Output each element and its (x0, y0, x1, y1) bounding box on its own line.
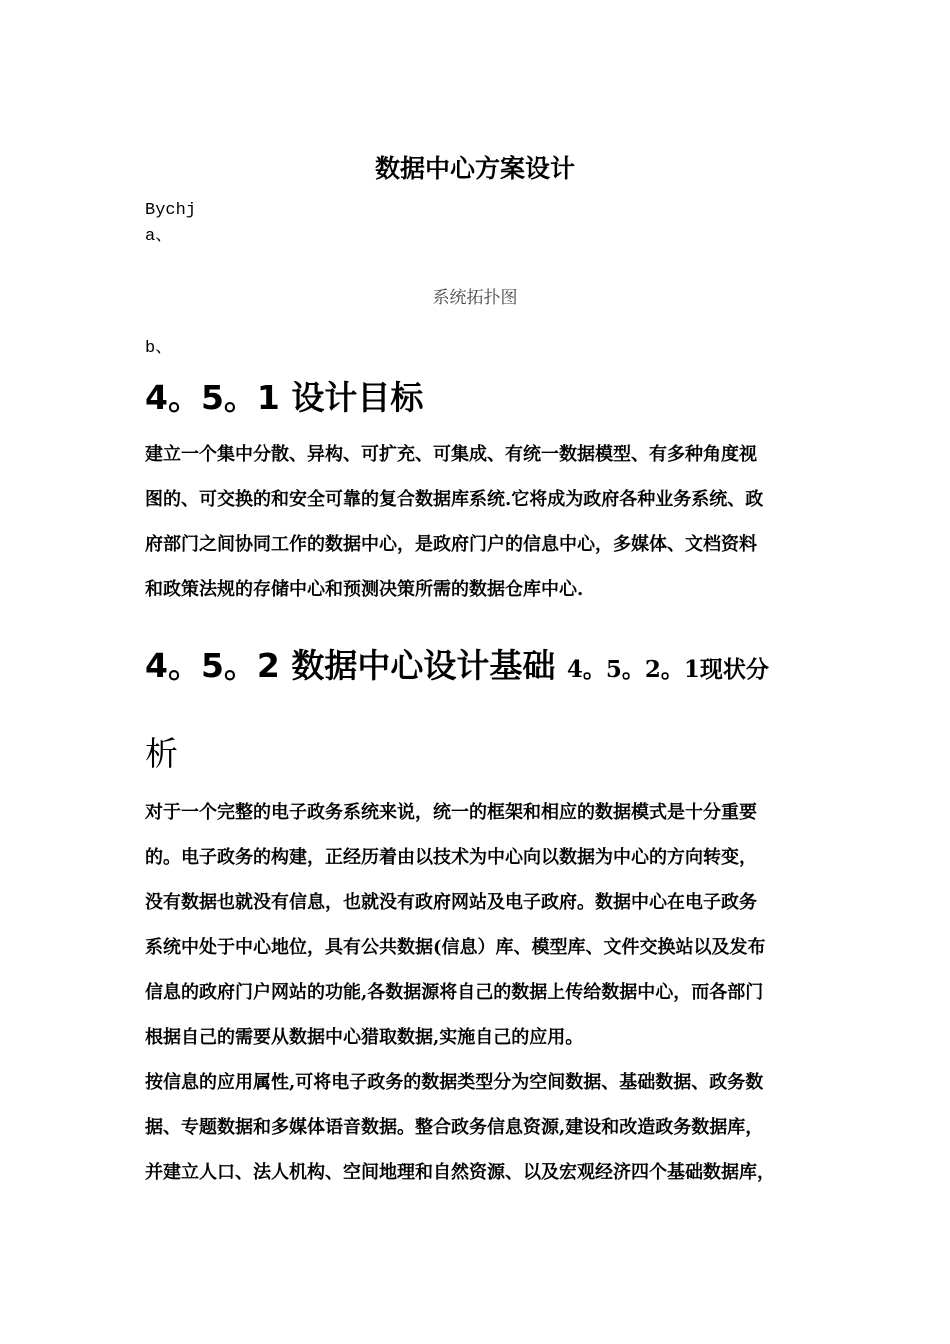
paragraph-line: 和政策法规的存储中心和预测决策所需的数据仓库中心. (145, 579, 584, 600)
byline: Bychj (145, 201, 197, 220)
paragraph-line: 根据自己的需要从数据中心猎取数据,实施自己的应用。 (145, 1027, 584, 1048)
section-4521-heading: 4。5。2。1现状分 (566, 656, 769, 683)
label-a: a、 (145, 227, 173, 246)
paragraph-line: 府部门之间协同工作的数据中心，是政府门户的信息中心，多媒体、文档资料 (145, 534, 757, 555)
paragraph-line: 据、专题数据和多媒体语音数据。整合政务信息资源,建设和改造政务数据库， (145, 1117, 764, 1138)
paragraph-line: 没有数据也就没有信息，也就没有政府网站及电子政府。数据中心在电子政务 (145, 892, 757, 913)
section-452-heading (145, 644, 769, 692)
paragraph-line: 信息的政府门户网站的功能,各数据源将自己的数据上传给数据中心，而各部门 (145, 982, 764, 1003)
paragraph-line: 图的、可交换的和安全可靠的复合数据库系统.它将成为政府各种业务系统、政 (145, 489, 764, 510)
section-451-heading: 4。5。1 设计目标 (145, 378, 424, 417)
figure-caption: 系统拓扑图 (432, 288, 518, 308)
paragraph-line: 按信息的应用属性,可将电子政务的数据类型分为空间数据、基础数据、政务数 (145, 1072, 764, 1093)
section-451-paragraph (145, 432, 825, 612)
section-4521-paragraph-2 (145, 1060, 825, 1195)
paragraph-line: 建立一个集中分散、异构、可扩充、可集成、有统一数据模型、有多种角度视 (145, 444, 757, 465)
paragraph-line: 并建立人口、法人机构、空间地理和自然资源、以及宏观经济四个基础数据库， (145, 1162, 775, 1183)
paragraph-line: 系统中处于中心地位，具有公共数据(信息）库、模型库、文件交换站以及发布 (145, 937, 766, 958)
paragraph-line: 对于一个完整的电子政务系统来说，统一的框架和相应的数据模式是十分重要 (145, 802, 757, 823)
section-4521-paragraph (145, 790, 825, 1060)
section-452-title: 4。5。2 数据中心设计基础 (145, 646, 556, 685)
label-b: b、 (145, 339, 173, 358)
section-4521-heading-wrap: 析 (145, 734, 178, 773)
paragraph-line: 的。电子政务的构建，正经历着由以技术为中心向以数据为中心的方向转变， (145, 847, 757, 868)
document-title: 数据中心方案设计 (374, 154, 575, 183)
